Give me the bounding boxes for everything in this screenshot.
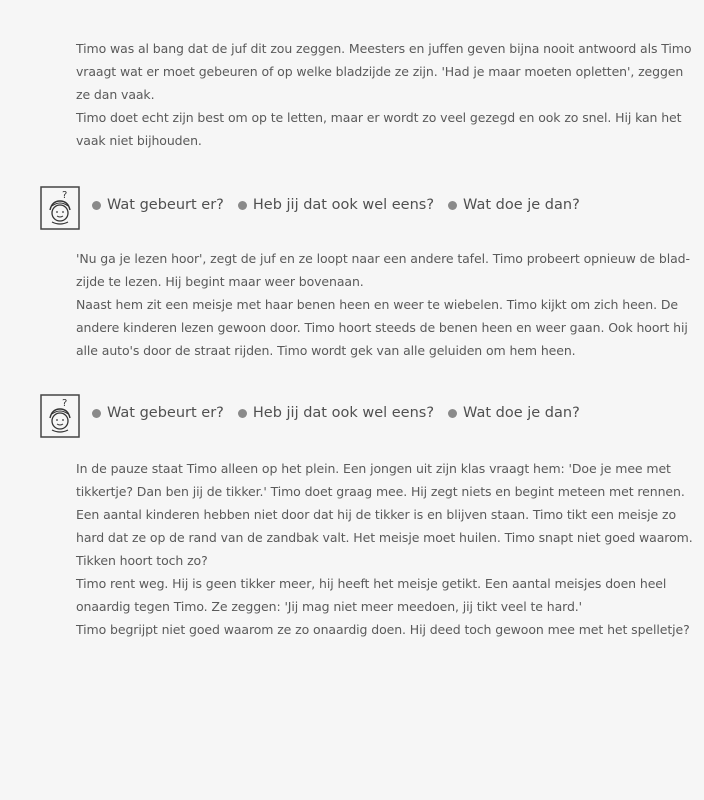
text-line: Een aantal kinderen hebben niet door dat hij de tikker is en blijven staan. Timo tikt een meisje zo [76,507,677,522]
bullet-icon [238,201,247,210]
paragraph-3 [76,457,693,641]
paragraph-1 [76,37,692,152]
text-line: Timo rent weg. Hij is geen tikker meer, hij heeft het meisje getikt. Een aantal meisjes doen heel [76,576,667,591]
text-line: Timo begrijpt niet goed waarom ze zo onaardig doen. Hij deed toch gewoon mee met het spelletje? [76,622,690,637]
text-line: 'Nu ga je lezen hoor', zegt de juf en ze loopt naar een andere tafel. Timo probeert opnieuw de blad- [76,251,690,266]
text-line: alle auto's door de straat rijden. Timo wordt gek van alle geluiden om hem heen. [76,343,576,358]
question-item [448,405,580,421]
text-line: zijde te lezen. Hij begint maar weer bovenaan. [76,274,364,289]
text-line: Timo doet echt zijn best om op te letten, maar er wordt zo veel gezegd en ook zo snel. Hij kan het [76,110,682,125]
question-row-1 [40,186,680,232]
bullet-icon [238,409,247,418]
text-line: ze dan vaak. [76,87,155,102]
question-text: Wat doe je dan? [463,197,580,213]
paragraph-2 [76,247,690,362]
question-item [448,197,580,213]
bullet-icon [92,201,101,210]
bullet-icon [448,409,457,418]
text-line: vaak niet bijhouden. [76,133,202,148]
question-item [238,405,434,421]
question-item [238,197,434,213]
text-line: Timo was al bang dat de juf dit zou zeggen. Meesters en juffen geven bijna nooit antwoord als Timo [76,41,692,56]
question-list [92,405,594,421]
svg-text:?: ? [62,398,68,409]
question-text: Wat gebeurt er? [107,197,224,213]
question-text: Wat doe je dan? [463,405,580,421]
text-line: Tikken hoort toch zo? [76,553,208,568]
question-list [92,197,594,213]
thinking-child-question-icon [40,394,80,438]
question-item [92,405,224,421]
question-text: Heb jij dat ook wel eens? [252,197,435,213]
text-line: onaardig tegen Timo. Ze zeggen: 'Jij mag niet meer meedoen, jij tikt veel te hard.' [76,599,582,614]
text-line: In de pauze staat Timo alleen op het plein. Een jongen uit zijn klas vraagt hem: 'Doe je mee met [76,461,671,476]
text-line: andere kinderen lezen gewoon door. Timo hoort steeds de benen heen en weer gaan. Ook hoort hij [76,320,688,335]
svg-text:?: ? [62,190,68,201]
question-text: Heb jij dat ook wel eens? [252,405,435,421]
text-line: hard dat ze op de rand van de zandbak valt. Het meisje moet huilen. Timo snapt niet goed waarom. [76,530,693,545]
question-item [92,197,224,213]
text-line: vraagt wat er moet gebeuren of op welke bladzijde ze zijn. 'Had je maar moeten opletten', zeggen [76,64,684,79]
question-row-2 [40,394,680,440]
text-line: Naast hem zit een meisje met haar benen heen en weer te wiebelen. Timo kijkt om zich heen. De [76,297,678,312]
thinking-child-question-icon [40,186,80,230]
bullet-icon [448,201,457,210]
question-text: Wat gebeurt er? [107,405,224,421]
bullet-icon [92,409,101,418]
text-line: tikkertje? Dan ben jij de tikker.' Timo doet graag mee. Hij zegt niets en begint meteen met rennen. [76,484,685,499]
